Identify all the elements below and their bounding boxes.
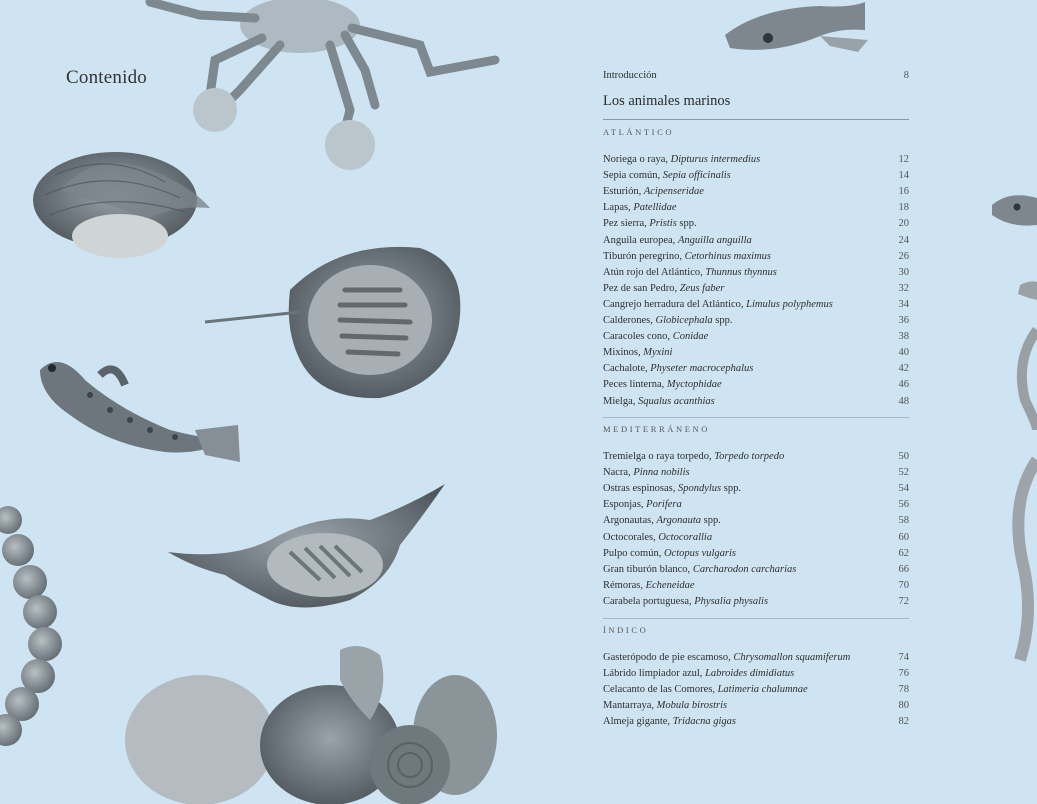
common-name: Argonautas, xyxy=(603,515,654,527)
toc-entry-name xyxy=(603,152,760,168)
scientific-name: Myctophidae xyxy=(666,379,722,391)
part-title: Los animales marinos xyxy=(603,93,731,109)
toc-page-number: 36 xyxy=(898,315,909,326)
toc-entry-name xyxy=(603,465,690,481)
scientific-name: Limulus polyphemus xyxy=(746,298,833,310)
toc-page-number: 24 xyxy=(898,234,909,246)
toc-entry[interactable] xyxy=(603,152,909,168)
toc-page-number: 80 xyxy=(898,700,909,712)
scientific-name: Latimeria chalumnae xyxy=(717,684,808,696)
name-suffix: spp. xyxy=(721,483,741,495)
toc-entry[interactable] xyxy=(603,394,909,410)
toc-entry[interactable] xyxy=(603,714,909,730)
toc-entry[interactable] xyxy=(603,297,909,313)
toc-entry[interactable] xyxy=(603,497,909,513)
toc-entry-name xyxy=(603,377,722,393)
common-name: Octocorales, xyxy=(603,531,656,543)
toc-page-number: 30 xyxy=(898,266,909,278)
scientific-name: Carcharodon carcharias xyxy=(692,563,797,575)
toc-page-number: 8 xyxy=(903,70,909,81)
contents-title: Contenido xyxy=(66,67,147,88)
common-name: Sepia común, xyxy=(603,170,661,182)
toc-page-number: 42 xyxy=(898,363,909,375)
common-name: Cangrejo herradura del Atlántico, xyxy=(603,298,744,310)
toc-page-number: 40 xyxy=(898,347,909,359)
toc-entry[interactable] xyxy=(603,168,909,184)
toc-page-number: 60 xyxy=(898,531,909,543)
toc-entry-name xyxy=(603,578,695,594)
toc-page-number: 18 xyxy=(898,202,909,214)
toc-page-number: 38 xyxy=(898,331,909,343)
common-name: Mantarraya, xyxy=(603,700,655,712)
toc-entry-name xyxy=(603,562,796,578)
toc-page-number: 70 xyxy=(898,579,909,591)
common-name: Ostras espinosas, xyxy=(603,483,676,495)
toc-entry-name xyxy=(603,650,850,666)
toc-entry[interactable] xyxy=(603,481,909,497)
common-name: Mixinos, xyxy=(603,347,641,359)
common-name: Pez sierra, xyxy=(603,218,647,230)
toc-entry-name xyxy=(603,361,753,377)
common-name: Almeja gigante, xyxy=(603,716,671,728)
toc-entry[interactable] xyxy=(603,313,909,329)
toc-page-number: 14 xyxy=(898,170,909,182)
section-heading: MEDITERRÁNENO xyxy=(603,424,710,434)
scientific-name: Torpedo torpedo xyxy=(714,451,785,462)
section-heading: ÍNDICO xyxy=(603,625,649,635)
toc-page-number: 50 xyxy=(898,451,909,462)
ray-illustration xyxy=(168,484,445,608)
scientific-name: Spondylus xyxy=(677,483,722,495)
scientific-name: Pristis xyxy=(649,218,677,230)
toc-entry[interactable] xyxy=(603,449,909,465)
scientific-name: Globicephala xyxy=(655,315,713,326)
toc-entry[interactable] xyxy=(603,281,909,297)
toc-page-number: 72 xyxy=(898,595,909,607)
toc-entry[interactable] xyxy=(603,200,909,216)
scientific-name: Echeneidae xyxy=(645,579,695,591)
toc-entry[interactable] xyxy=(603,513,909,529)
common-name: Anguila europea, xyxy=(603,234,676,246)
toc-entry-name xyxy=(603,265,777,281)
divider xyxy=(603,119,909,120)
common-name: Peces linterna, xyxy=(603,379,665,391)
scientific-name: Dipturus intermedius xyxy=(670,154,761,165)
horseshoe-crab-illustration xyxy=(205,247,460,398)
toc-entry[interactable] xyxy=(603,184,909,200)
scientific-name: Cetorhinus maximus xyxy=(684,250,772,262)
spotted-fish-illustration xyxy=(40,362,240,462)
scientific-name: Anguilla anguilla xyxy=(677,234,752,246)
scientific-name: Pinna nobilis xyxy=(633,467,690,479)
common-name: Caracoles cono, xyxy=(603,331,671,343)
toc-entry-name xyxy=(603,233,752,249)
toc-entry-name xyxy=(603,546,736,562)
toc-entry-name xyxy=(603,513,721,529)
toc-entry-name xyxy=(603,481,741,497)
toc-entry-name xyxy=(603,249,771,265)
toc-entry[interactable] xyxy=(603,666,909,682)
toc-entry[interactable] xyxy=(603,216,909,232)
toc-entry[interactable] xyxy=(603,329,909,345)
toc-entry-name: Introducción xyxy=(603,70,657,81)
eel-illustration xyxy=(992,195,1037,660)
toc-entry[interactable] xyxy=(603,594,909,610)
scientific-name: Sepia officinalis xyxy=(662,170,731,182)
scientific-name: Myxini xyxy=(643,347,673,359)
toc-entry[interactable] xyxy=(603,465,909,481)
toc-entry[interactable] xyxy=(603,265,909,281)
toc-entry[interactable] xyxy=(603,682,909,698)
toc-entry-name xyxy=(603,594,768,610)
toc-page-number: 32 xyxy=(898,282,909,294)
toc-page-number: 76 xyxy=(898,668,909,680)
toc-entry[interactable] xyxy=(603,530,909,546)
common-name: Calderones, xyxy=(603,315,653,326)
common-name: Lábrido limpiador azul, xyxy=(603,668,703,680)
name-suffix: spp. xyxy=(701,515,721,527)
fish-top-illustration xyxy=(725,2,868,52)
toc-entry-name xyxy=(603,449,784,465)
toc-entry[interactable] xyxy=(603,546,909,562)
common-name: Tremielga o raya torpedo, xyxy=(603,451,712,462)
toc-page-number: 34 xyxy=(898,298,909,310)
scientific-name: Patellidae xyxy=(633,202,677,214)
scientific-name: Octopus vulgaris xyxy=(663,547,737,559)
toc-entry[interactable] xyxy=(603,233,909,249)
scientific-name: Zeus faber xyxy=(679,282,725,294)
common-name: Esturión, xyxy=(603,186,642,198)
scientific-name: Chrysomallon squamiferum xyxy=(733,652,851,663)
scientific-name: Tridacna gigas xyxy=(672,716,736,728)
toc-page-number: 48 xyxy=(898,395,909,407)
common-name: Pulpo común, xyxy=(603,547,662,559)
toc-entry-name xyxy=(603,216,697,232)
toc-page-number: 20 xyxy=(898,218,909,230)
common-name: Celacanto de las Comores, xyxy=(603,684,715,696)
common-name: Tiburón peregrino, xyxy=(603,250,682,262)
toc-entry[interactable] xyxy=(603,345,909,361)
toc-page-number: 62 xyxy=(898,547,909,559)
toc-entry-name xyxy=(603,313,733,329)
common-name: Atún rojo del Atlántico, xyxy=(603,266,703,278)
scientific-name: Physeter macrocephalus xyxy=(650,363,754,375)
toc-page-number: 78 xyxy=(898,684,909,696)
scientific-name: Porifera xyxy=(646,499,682,511)
toc-page-number: 66 xyxy=(898,563,909,575)
divider xyxy=(603,618,909,619)
toc-page-number: 54 xyxy=(898,483,909,495)
toc-page-number: 16 xyxy=(898,186,909,198)
scientific-name: Mobula birostris xyxy=(656,700,728,712)
scientific-name: Conidae xyxy=(672,331,709,343)
common-name: Pez de san Pedro, xyxy=(603,282,678,294)
toc-entry-name xyxy=(603,394,715,410)
toc-page-number: 46 xyxy=(898,379,909,391)
common-name: Esponjas, xyxy=(603,499,644,511)
toc-intro-row[interactable] xyxy=(603,68,909,84)
scientific-name: Acipenseridae xyxy=(643,186,704,198)
toc-entry-name xyxy=(603,698,727,714)
nautilus-illustration xyxy=(33,152,210,258)
scientific-name: Labroides dimidiatus xyxy=(705,668,795,680)
toc-page-number: 52 xyxy=(898,467,909,479)
toc-entry-name xyxy=(603,682,808,698)
scientific-name: Squalus acanthias xyxy=(638,395,715,407)
spider-crab-illustration xyxy=(150,0,495,170)
scientific-name: Octocorallia xyxy=(658,531,713,543)
toc-entry[interactable] xyxy=(603,698,909,714)
scientific-name: Thunnus thynnus xyxy=(705,266,777,278)
toc-entry-name xyxy=(603,530,712,546)
toc-page-number: 26 xyxy=(898,250,909,262)
toc-entry[interactable] xyxy=(603,562,909,578)
section-heading: ATLÁNTICO xyxy=(603,127,675,137)
bead-string-illustration xyxy=(0,506,62,746)
common-name: Noriega o raya, xyxy=(603,154,669,165)
toc-entry-name xyxy=(603,297,833,313)
toc-entry-name xyxy=(603,200,676,216)
toc-entry[interactable] xyxy=(603,249,909,265)
toc-entry-name xyxy=(603,329,708,345)
common-name: Mielga, xyxy=(603,395,636,407)
toc-page-number: 74 xyxy=(898,652,909,663)
common-name: Gasterópodo de pie escamoso, xyxy=(603,652,731,663)
toc-entry[interactable] xyxy=(603,650,909,666)
common-name: Carabela portuguesa, xyxy=(603,595,692,607)
name-suffix: spp. xyxy=(712,315,733,326)
toc-entry[interactable] xyxy=(603,578,909,594)
toc-page-number: 12 xyxy=(898,154,909,165)
common-name: Nacra, xyxy=(603,467,631,479)
name-suffix: spp. xyxy=(676,218,697,230)
toc-page-number: 58 xyxy=(898,515,909,527)
toc-entry-name xyxy=(603,714,736,730)
toc-entry-name xyxy=(603,497,682,513)
shells-bottom-illustration xyxy=(125,646,497,804)
toc-page-number: 56 xyxy=(898,499,909,511)
toc-entry[interactable] xyxy=(603,377,909,393)
common-name: Lapas, xyxy=(603,202,631,214)
toc-entry[interactable] xyxy=(603,361,909,377)
common-name: Cachalote, xyxy=(603,363,648,375)
common-name: Gran tiburón blanco, xyxy=(603,563,691,575)
scientific-name: Argonauta xyxy=(656,515,701,527)
scientific-name: Physalia physalis xyxy=(694,595,769,607)
toc-entry-name xyxy=(603,281,724,297)
toc-entry-name xyxy=(603,666,794,682)
toc-entry-name xyxy=(603,168,731,184)
toc-page-number: 82 xyxy=(898,716,909,728)
toc-entry-name xyxy=(603,345,672,361)
toc-entry-name xyxy=(603,184,704,200)
common-name: Rémoras, xyxy=(603,579,643,591)
divider xyxy=(603,417,909,418)
